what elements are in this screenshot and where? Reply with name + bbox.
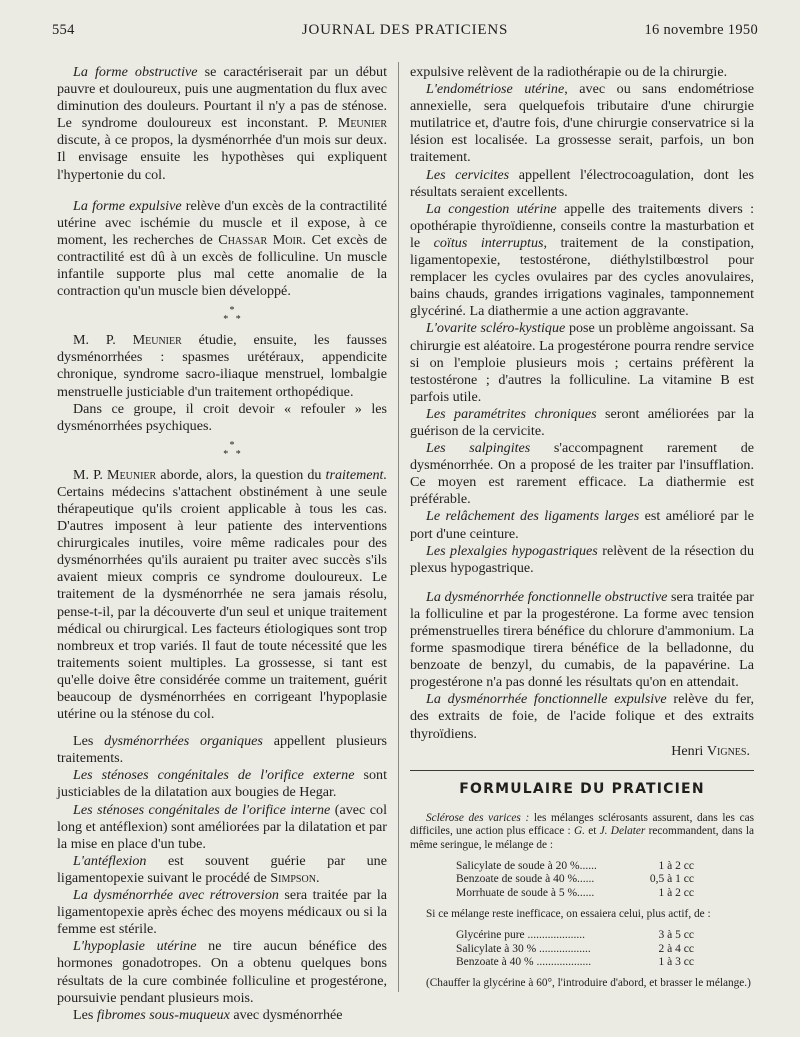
paragraph-congestion xyxy=(410,201,754,321)
paragraph-text: M. P. xyxy=(73,466,108,483)
paragraph-text: Les xyxy=(73,1006,97,1023)
italic-term: L'antéflexion xyxy=(73,852,147,869)
ingredient-quantity: 0,5 à 1 cc xyxy=(649,873,694,886)
paragraph-cervicites xyxy=(410,167,754,201)
signature-text: . xyxy=(746,742,750,759)
italic-term: La forme expulsive xyxy=(73,197,182,214)
paragraph-text: les mélanges sclérosants assurent, dans les cas difficiles, une action plus efficace : xyxy=(410,811,754,838)
italic-term: La dysménorrhée fonctionnelle obstructive xyxy=(426,588,668,605)
paragraph-fonctionnelle-obstructive xyxy=(410,589,754,692)
italic-term: Les plexalgies hypogastriques xyxy=(426,542,598,559)
paragraph-anteflexion xyxy=(57,853,387,887)
ingredient-quantity: 3 à 5 cc xyxy=(658,929,694,942)
signature-text: Henri xyxy=(671,742,707,759)
ingredient-name: Salicylate de soude à 20 %...... xyxy=(456,860,597,873)
paragraph-psychiques: Dans ce groupe, il croit devoir « refouler » les dysménorrhées psychiques. xyxy=(57,400,387,434)
paragraph-text: . xyxy=(315,869,320,886)
italic-term: Les sténoses congénitales de l'orifice externe xyxy=(73,767,355,784)
paragraph-text: s'accompagnent rarement de dysménorrhée. On a proposé de les traiter par l'insufflation. Ce moyen est rarement efficace. La diathermie est préférable. xyxy=(410,440,754,508)
author-name: Meunier xyxy=(107,466,157,483)
paragraph-text: sera traitée par la ligamentopexie après échec des moyens médicaux ou si la femme est stérile. xyxy=(57,887,387,938)
paragraph-hypoplasie xyxy=(57,938,387,1006)
section-separator-stars: * * * xyxy=(223,305,241,326)
paragraph-text: appellent plusieurs traitements. xyxy=(57,733,388,767)
paragraph-traitement xyxy=(57,467,387,723)
italic-term: Les paramétrites chroniques xyxy=(426,405,597,422)
formulaire-note: (Chauffer la glycérine à 60°, l'introduire d'abord, et brasser le mélange.) xyxy=(426,977,751,990)
ingredient-quantity: 1 à 2 cc xyxy=(658,886,694,899)
author-name: Meunier xyxy=(337,115,387,132)
star-glyph: * xyxy=(229,439,235,451)
paragraph-forme-obstructive xyxy=(57,64,387,184)
paragraph-continuation: expulsive relèvent de la radiothérapie ou de la chirurgie. xyxy=(410,64,728,80)
author-name: Meunier xyxy=(132,332,182,349)
paragraph-fonctionnelle-expulsive xyxy=(410,691,754,742)
table-row xyxy=(410,860,754,873)
journal-title: JOURNAL DES PRATICIENS xyxy=(301,22,509,38)
paragraph-organiques xyxy=(57,733,387,767)
ingredient-name: Benzoate de soude à 40 %...... xyxy=(456,873,595,886)
paragraph-text: étudie, ensuite, les fausses dysménorrhées : spasmes urétéraux, appendicite chronique, syndrome sacro-iliaque menstruel, lombalgie menstruelle justiciable d'un traitement orthopédique. xyxy=(57,332,387,400)
prescription-table-1 xyxy=(410,860,754,900)
paragraph-text: relève du fer, des extraits de foie, de l'acide folique et des extraits thyroïdiens. xyxy=(410,691,754,742)
italic-term: Les sténoses congénitales de l'orifice interne xyxy=(73,801,331,818)
section-rule xyxy=(410,770,754,771)
paragraph-text: relèvent de la résection du plexus hypogastrique. xyxy=(410,542,754,576)
paragraph-endometriose xyxy=(410,81,754,166)
paragraph-salpingites xyxy=(410,440,754,508)
table-row xyxy=(410,956,754,969)
ingredient-quantity: 1 à 2 cc xyxy=(658,860,694,873)
paragraph-text: appellent l'électrocoagulation, dont les résultats seraient excellents. xyxy=(410,166,754,200)
paragraph-text: . Cet excès de contractilité est dû à un excès de folliculine. Un muscle infantile supporte plus mal cette anomalie de la contraction qu'un muscle bien développé. xyxy=(57,231,387,300)
italic-term: fibromes sous-muqueux xyxy=(96,1006,230,1023)
issue-date: 16 novembre 1950 xyxy=(644,22,758,38)
table-row xyxy=(410,887,754,900)
left-column xyxy=(57,64,387,1024)
paragraph-text: appelle des traitements divers : opothérapie thyroïdienne, conseils contre la masturbation et le xyxy=(410,200,754,251)
ingredient-quantity: 1 à 3 cc xyxy=(658,955,694,968)
italic-term: J. Delater xyxy=(599,825,646,838)
paragraph-fibromes xyxy=(57,1007,387,1024)
italic-term: Le relâchement des ligaments larges xyxy=(426,508,640,525)
column-divider xyxy=(398,62,399,992)
right-column xyxy=(410,64,754,991)
paragraph-text: aborde, alors, la question du xyxy=(156,466,326,483)
paragraph-text: discute, à ce propos, la dysménorrhée d'un mois sur deux. Il envisage ensuite les hypothèses qui expliquent l'hypertonie du col. xyxy=(57,132,387,183)
italic-term: L'ovarite scléro-kystique xyxy=(426,320,566,337)
italic-term: dysménorrhées organiques xyxy=(104,733,263,750)
italic-term: Les cervicites xyxy=(426,166,510,183)
paragraph-text: sont justiciables de la dilatation aux bougies de Hegar. xyxy=(57,767,387,801)
paragraph-fausses-dysmenorrhees xyxy=(57,332,387,400)
paragraph-text: est souvent guérie par une ligamentopexie suivant le procédé de xyxy=(57,852,387,886)
paragraph-text: avec dysménorrhée xyxy=(229,1006,343,1023)
paragraph-stenoses-externe xyxy=(57,767,387,801)
ingredient-name: Salicylate à 30 % .................. xyxy=(456,942,591,955)
italic-term: coïtus interruptus xyxy=(433,234,544,251)
paragraph-text: , avec ou sans endométriose annexielle, sera quelquefois tributaire d'une chirurgie mutilatrice et, d'autre fois, d'une chirurgie conservatrice si la lésion est localisée. La grossesse serait, parfois, un bon traitement. xyxy=(410,81,754,166)
formulaire-mid-text: Si ce mélange reste inefficace, on essaiera celui, plus actif, de : xyxy=(426,907,711,920)
italic-term: La dysménorrhée fonctionnelle expulsive xyxy=(426,691,667,708)
paragraph-text: M. P. xyxy=(73,332,133,349)
page-number: 554 xyxy=(52,22,75,38)
italic-term: traitement. xyxy=(325,466,388,483)
paragraph-ovarite xyxy=(410,320,754,405)
italic-term: La dysménorrhée avec rétroversion xyxy=(73,887,279,904)
paragraph-text: est amélioré par le port d'une ceinture. xyxy=(410,508,754,542)
paragraph-text: sera traitée par la folliculine et par la progestérone. La forme avec tension prémenstruelles tirera bénéfice du chlorure d'ammonium. La forme spasmodique tirera bénéfice de la belladonne, du benzoate de benzyl, du cumabis, de la papavérine. La progestérone n'a pas donné les résultats qu'on en attendait. xyxy=(410,588,754,691)
ingredient-quantity: 2 à 4 cc xyxy=(658,942,694,955)
table-row xyxy=(410,943,754,956)
paragraph-text: se caractériserait par un début pauvre et douloureux, puis une augmentation du flux avec diminution des douleurs. Pourtant il n'y a pas de sténose. Le syndrome douloureux est inconstant. P. xyxy=(57,64,388,132)
table-row xyxy=(410,929,754,942)
formulaire-title: FORMULAIRE DU PRATICIEN xyxy=(459,780,705,797)
section-separator-stars: * * * xyxy=(223,439,241,460)
table-row xyxy=(410,873,754,886)
italic-term: La forme obstructive xyxy=(73,64,198,80)
ingredient-name: Morrhuate de soude à 5 %...... xyxy=(456,886,595,899)
paragraph-text: recommandent, dans la même seringue, le mélange de : xyxy=(410,825,754,851)
paragraph-text: (avec col long et antéflexion) sont améliorées par la dilatation et par la mise en place d'un tube. xyxy=(57,801,387,852)
star-glyph: * xyxy=(229,305,235,317)
ingredient-name: Benzoate à 40 % ................... xyxy=(456,955,592,968)
paragraph-text: seront améliorées par la guérison de la cervicite. xyxy=(410,405,754,439)
author-name: Simpson xyxy=(270,869,316,886)
paragraph-text: Les xyxy=(73,733,105,750)
italic-term: L'endométriose utérine xyxy=(426,81,565,98)
italic-term: La congestion utérine xyxy=(426,200,557,217)
author-name: Vignes xyxy=(706,742,747,759)
paragraph-text: ne tire aucun bénéfice des hormones gonadotropes. On a obtenu quelques bons résultats de la cure combinée folliculine et progestérone, poursuivie pendant plusieurs mois. xyxy=(57,938,388,1006)
paragraph-stenoses-interne xyxy=(57,802,387,853)
page-header xyxy=(52,18,758,48)
prescription-table-2 xyxy=(410,929,754,969)
paragraph-parametrites xyxy=(410,406,754,440)
paragraph-retroversion xyxy=(57,887,387,938)
paragraph-text: Certains médecins s'attachent obstinément à une seule thérapeutique qu'ils croient applicable à tous les cas. D'autres imposent à leur patiente des interventions chirurgicales inutiles, voire même radicales pour des dysménorrhées qu'ils auraient pu traiter avec succès s'ils avaient mieux compris ce syndrome douloureux. Le traitement de la dysménorrhée ne sera jamais résolu, pense-t-il, par la découverte d'un seul et unique traitement médical ou chirurgical. Les facteurs étiologiques sont trop nombreux et trop variés. Il faut de toute nécessité que les traitements soient multiples. La grossesse, si tant est qu'elle doive être considérée comme un traitement, guérit beaucoup de dysménorrhées en corrigeant l'hypoplasie utérine ou la sténose du col. xyxy=(57,483,387,723)
paragraph-text: , traitement de la constipation, ligamentopexie, testostérone, diéthylstilbœstrol pour remplacer les cycles ovulaires par des cycles anovulaires, bains chauds, grandes irrigations vaginales, tamponnement glycériné. La diathermie a une action aggravante. xyxy=(410,234,754,320)
paragraph-text: pose un problème angoissant. Sa chirurgie est aléatoire. La progestérone pourra rendre service si on l'emploie plusieurs mois ; certains préfèrent la testostérone ; d'autres la folliculine. La vitamine B est parfois utile. xyxy=(410,320,754,405)
ingredient-name: Glycérine pure .................... xyxy=(456,929,586,942)
paragraph-plexalgies xyxy=(410,543,754,577)
paragraph-text: relève d'un excès de la contractilité utérine avec ischémie du muscle et il expose, à ce moment, les recherches de xyxy=(57,197,387,248)
italic-term: G. xyxy=(573,825,585,838)
italic-term: L'hypoplasie utérine xyxy=(73,938,197,955)
paragraph-text: et xyxy=(584,825,600,838)
author-name: Chassar Moir xyxy=(218,231,303,248)
paragraph-relachement xyxy=(410,508,754,542)
italic-term: Les salpingites xyxy=(426,440,531,457)
formulaire-intro xyxy=(410,812,754,852)
italic-term: Sclérose des varices : xyxy=(426,811,530,824)
author-signature xyxy=(410,743,750,760)
paragraph-forme-expulsive xyxy=(57,198,387,301)
